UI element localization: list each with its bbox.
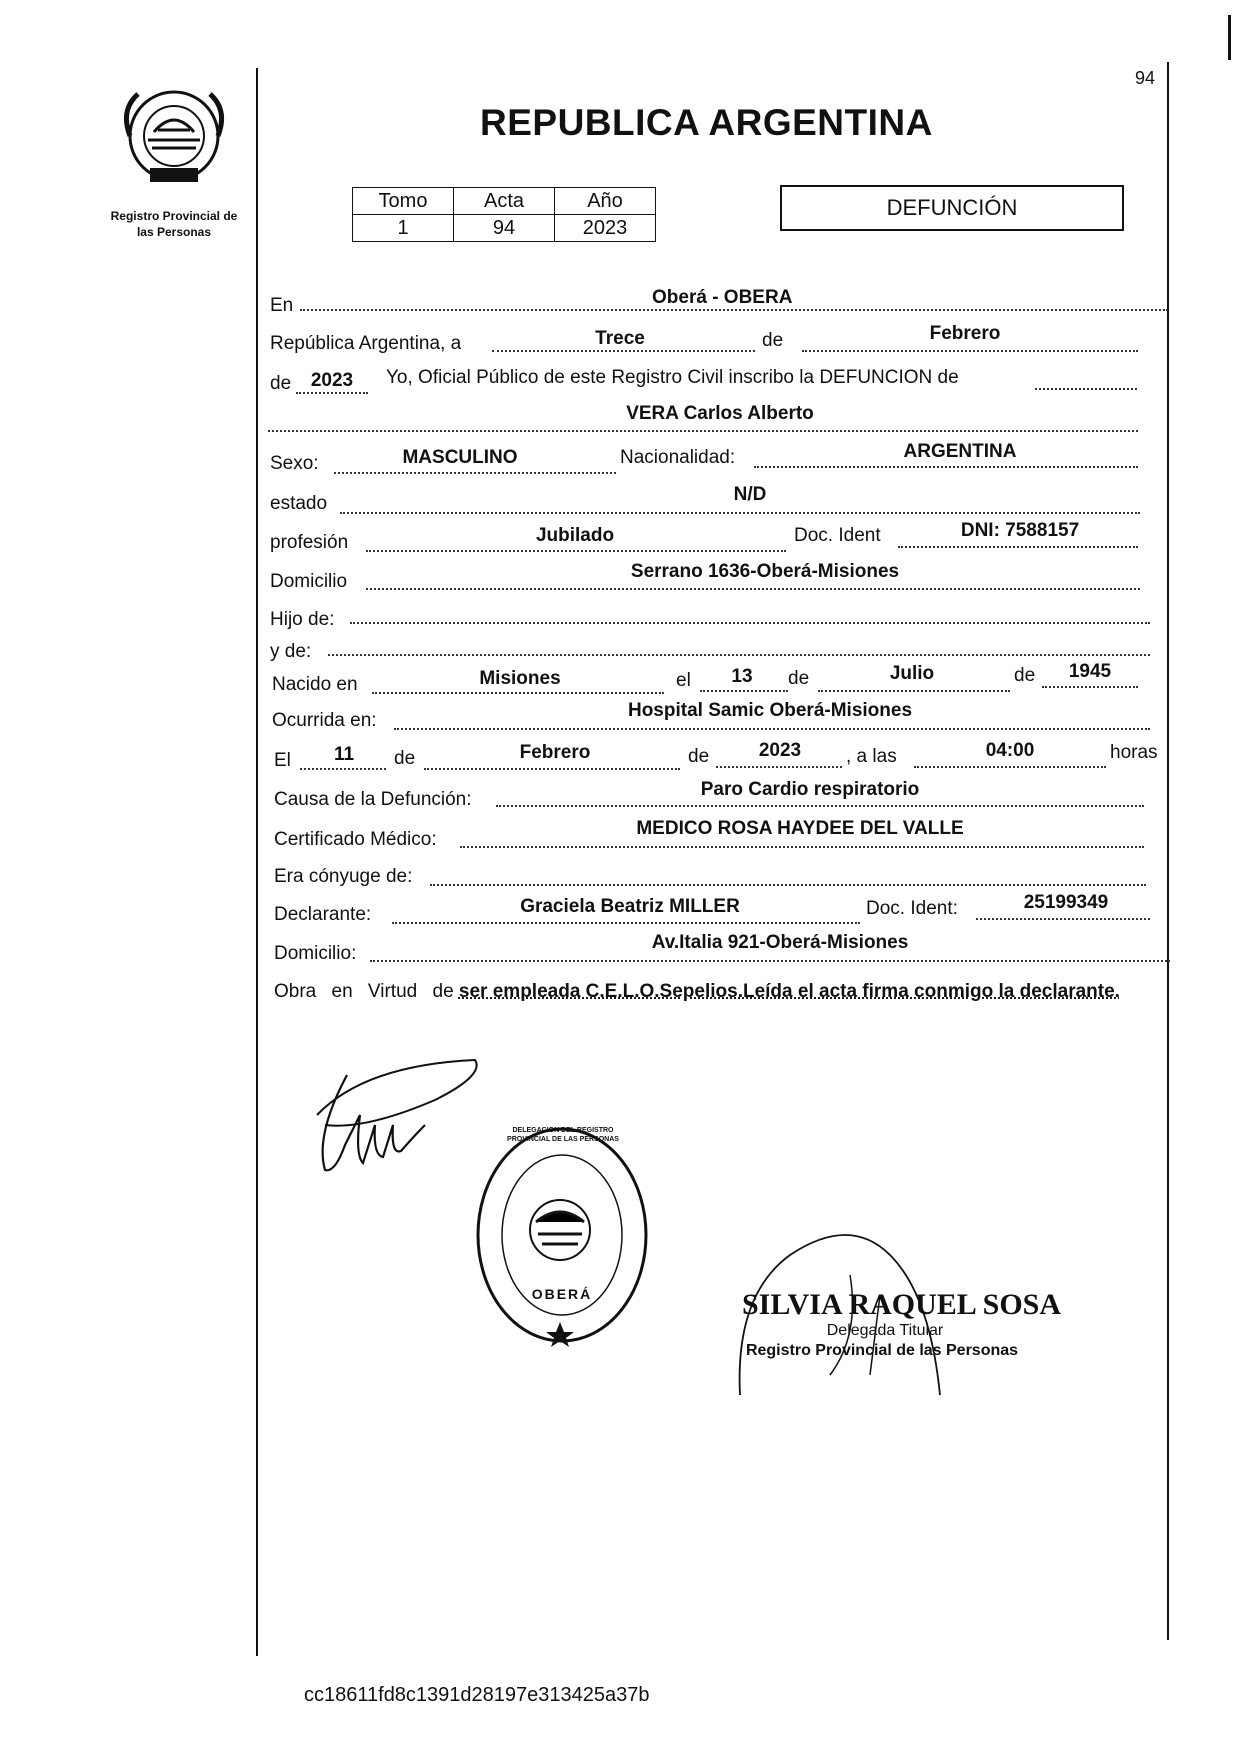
stamp-ring-text: DELEGACION DEL REGISTRO PROVINCIAL DE LAS PERSONAS	[507, 1127, 619, 1143]
de-label: de	[394, 748, 416, 769]
year-value: 2023	[310, 370, 354, 391]
dotted-line	[340, 512, 1140, 514]
obra-paragraph	[274, 977, 1174, 1007]
nacido-label: Nacido en	[272, 674, 358, 695]
muerte-dia: 11	[333, 744, 355, 765]
causa-value: Paro Cardio respiratorio	[700, 779, 920, 800]
nacido-mes: Julio	[889, 663, 935, 684]
dotted-line	[366, 588, 1140, 590]
dotted-line	[334, 472, 616, 474]
page-number: 94	[1135, 68, 1156, 88]
official-office: Registro Provincial de las Personas	[745, 1342, 1019, 1359]
dotted-line	[296, 392, 368, 394]
nacionalidad-value: ARGENTINA	[903, 441, 1017, 462]
de-label: de	[688, 746, 710, 767]
dotted-line	[430, 884, 1146, 886]
nacido-lugar: Misiones	[479, 668, 561, 689]
domicilio2-value: Av.Italia 921-Oberá-Misiones	[651, 932, 909, 953]
document-type-box	[780, 185, 1124, 231]
dotted-line	[370, 960, 1170, 962]
footer-hash: cc18611fd8c1391d28197e313425a37b	[304, 1684, 650, 1706]
domicilio-label: Domicilio	[270, 571, 348, 592]
dotted-line	[366, 550, 786, 552]
doc-value: DNI: 7588157	[960, 520, 1080, 541]
domicilio2-label: Domicilio:	[274, 943, 357, 964]
doc2-value: 25199349	[1023, 892, 1109, 913]
conyuge-label: Era cónyuge de:	[274, 866, 413, 887]
obra-text: ser empleada C.E.L.O.Sepelios.Leída el acta firma conmigo la declarante.	[458, 981, 1120, 1002]
dotted-line	[898, 546, 1138, 548]
day-word: Trece	[595, 328, 645, 349]
declarante-signature	[305, 1055, 485, 1185]
dotted-line	[754, 466, 1138, 468]
de-label: de	[1014, 665, 1036, 686]
dotted-line	[492, 350, 755, 352]
acta-table	[352, 187, 656, 242]
republica-label: República Argentina, a	[270, 333, 462, 354]
ocurrida-label: Ocurrida en:	[272, 710, 377, 731]
table-cell: 2023	[555, 215, 656, 242]
official-stamp	[472, 1122, 652, 1348]
dotted-line	[1035, 388, 1137, 390]
page-title: REPUBLICA ARGENTINA	[480, 102, 933, 143]
profesion-label: profesión	[270, 532, 349, 553]
scan-mark	[1228, 15, 1231, 60]
month-word: Febrero	[929, 323, 1001, 344]
declarante-value: Graciela Beatriz MILLER	[520, 896, 740, 917]
el-label: el	[676, 670, 691, 691]
sexo-label: Sexo:	[270, 453, 319, 474]
nacido-dia: 13	[731, 666, 753, 687]
nacionalidad-label: Nacionalidad:	[620, 447, 736, 468]
official-name: SILVIA RAQUEL SOSA	[742, 1288, 1062, 1321]
dotted-line	[350, 622, 1150, 624]
hora-value: 04:00	[985, 740, 1035, 761]
en-label: En	[270, 295, 294, 316]
ocurrida-value: Hospital Samic Oberá-Misiones	[627, 700, 913, 721]
table-header: Tomo	[353, 188, 454, 215]
dotted-line	[914, 766, 1106, 768]
de-label: de	[762, 330, 784, 351]
stamp-center-text: OBERÁ	[531, 1286, 593, 1302]
dotted-line	[424, 768, 680, 770]
horas-label: horas	[1110, 742, 1158, 763]
registry-label: Registro Provincial de las Personas	[110, 209, 238, 239]
dotted-line	[1042, 686, 1138, 688]
hijo-label: Hijo de:	[270, 609, 335, 630]
muerte-anio: 2023	[758, 740, 802, 761]
dotted-line	[496, 805, 1144, 807]
de-label: de	[788, 668, 810, 689]
obra-label: Obra en Virtud de	[274, 981, 454, 1002]
certificado-label: Certificado Médico:	[274, 829, 437, 850]
estado-label: estado	[270, 493, 328, 514]
document-type: DEFUNCIÓN	[886, 195, 1018, 220]
causa-label: Causa de la Defunción:	[274, 789, 472, 810]
doc-label: Doc. Ident	[794, 525, 881, 546]
dotted-line	[392, 922, 860, 924]
certificado-value: MEDICO ROSA HAYDEE DEL VALLE	[636, 818, 964, 839]
El-label: El	[274, 750, 291, 771]
dotted-line	[976, 918, 1150, 920]
estado-value: N/D	[733, 484, 767, 505]
table-header: Año	[555, 188, 656, 215]
inscribo-text: Yo, Oficial Público de este Registro Civil inscribo la DEFUNCION de	[386, 367, 959, 388]
official-title: Delegada Titular	[826, 1322, 944, 1339]
right-margin-line	[1167, 62, 1169, 1640]
dotted-line	[300, 768, 386, 770]
profesion-value: Jubilado	[535, 525, 615, 546]
yde-label: y de:	[270, 641, 312, 662]
dotted-line	[716, 766, 842, 768]
domicilio-value: Serrano 1636-Oberá-Misiones	[630, 561, 900, 582]
dotted-line	[300, 309, 1168, 311]
lugar-value: Oberá - OBERA	[652, 287, 793, 308]
nacido-anio: 1945	[1068, 661, 1112, 682]
deceased-name: VERA Carlos Alberto	[626, 403, 814, 424]
table-cell: 94	[454, 215, 555, 242]
province-logo	[118, 80, 230, 192]
dotted-line	[394, 728, 1150, 730]
dotted-line	[818, 690, 1010, 692]
dotted-line	[802, 350, 1138, 352]
doc2-label: Doc. Ident:	[866, 898, 958, 919]
table-header: Acta	[454, 188, 555, 215]
year-prefix: de	[270, 373, 292, 394]
left-margin-line	[256, 68, 258, 1656]
sexo-value: MASCULINO	[402, 447, 518, 468]
muerte-mes: Febrero	[519, 742, 591, 763]
dotted-line	[328, 654, 1150, 656]
table-cell: 1	[353, 215, 454, 242]
dotted-line	[268, 430, 1138, 432]
declarante-label: Declarante:	[274, 904, 372, 925]
dotted-line	[372, 692, 664, 694]
dotted-line	[700, 690, 788, 692]
dotted-line	[460, 846, 1144, 848]
alas-label: , a las	[846, 746, 897, 767]
